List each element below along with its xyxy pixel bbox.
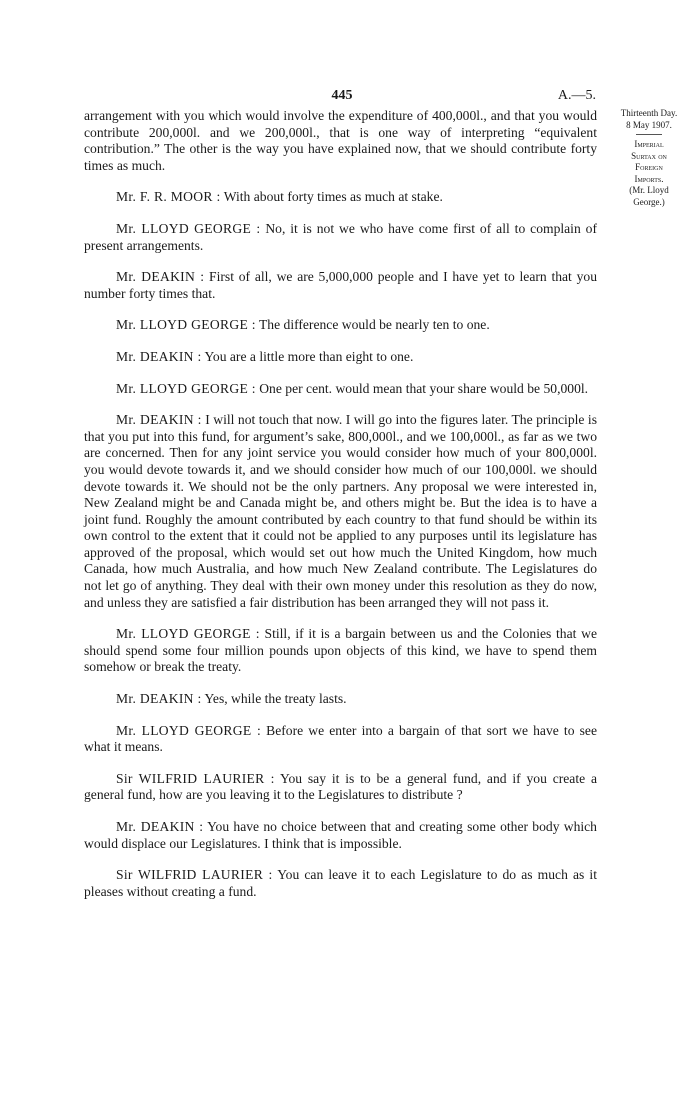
speech-paragraph <box>84 771 597 804</box>
paragraph-continuation <box>84 108 597 174</box>
speaker-name: Mr. LLOYD GEORGE : <box>116 220 261 236</box>
speech-paragraph <box>84 626 597 676</box>
speech-text: First of all, we are 5,000,000 people and I have yet to learn that you number forty times that. <box>84 269 597 301</box>
speaker-name: Mr. LLOYD GEORGE : <box>116 317 256 333</box>
speech-text: With about forty times as much at stake. <box>223 189 443 205</box>
page-number: 445 <box>331 88 353 103</box>
speaker-name: Mr. DEAKIN : <box>116 412 202 428</box>
margin-topic-line-3: Foreign <box>635 162 663 172</box>
speech-paragraph <box>84 412 597 611</box>
speech-paragraph <box>84 189 597 206</box>
speech-paragraph <box>84 269 597 302</box>
speech-text: I will not touch that now. I will go into the figures later. The principle is that you put into this fund, for argument’s sake, 800,000l., and we 100,000l., as far as we two are concerned. Then for any joint service you would consider how much of your 800,000l. you would devote towards it, and we should consider how much of our 100,000l. we should devote towards it. We should not be the only partners. Any proposal we were interested in, New Zealand might be and Canada might be, and others might be. But the idea is to have a joint fund. Roughly the amount contributed by each country to that fund should be within its own control to the extent that it could not be applied to any purposes until its legislature has approved of the proposal, which would set out how much the United Kingdom, how much Canada, how much Australia, and how much New Zealand contribute. The Legislatures do not let go of anything. They deal with their own money under this resolution as they do now, and unless they are satisfied a fair distribution has been arranged they will not pass it. <box>84 412 597 610</box>
speech-text: One per cent. would mean that your share would be 50,000l. <box>259 380 589 396</box>
speech-text: You can leave it to each Legislature to do as much as it pleases without creating a fund. <box>84 867 597 899</box>
margin-speaker-line-1: (Mr. Lloyd <box>629 185 669 195</box>
speech-paragraph <box>84 723 597 756</box>
speech-paragraph <box>84 819 597 852</box>
margin-topic-line-1: Imperial <box>634 139 664 149</box>
speech-text: Still, if it is a bargain between us and the Colonies that we should spend some four million pounds upon objects of this kind, we have to spend them somehow or break the treaty. <box>84 626 597 675</box>
speaker-name: Mr. LLOYD GEORGE : <box>116 722 262 738</box>
margin-note <box>606 108 692 208</box>
speech-text: Before we enter into a bargain of that sort we have to see what it means. <box>84 722 597 755</box>
speech-paragraph <box>84 691 597 708</box>
speaker-name: Mr. LLOYD GEORGE : <box>116 626 260 642</box>
margin-rule <box>636 134 662 135</box>
speech-text: You are a little more than eight to one. <box>204 348 414 364</box>
margin-date: 8 May 1907. <box>626 119 672 130</box>
speech-paragraph <box>84 221 597 254</box>
paper-reference: A.—5. <box>557 88 596 103</box>
speaker-name: Mr. DEAKIN : <box>116 348 202 364</box>
margin-topic-line-4: Imports. <box>634 173 664 184</box>
margin-day: Thirteenth Day. <box>620 108 678 118</box>
speaker-name: Mr. DEAKIN : <box>116 691 202 707</box>
speech-paragraph <box>84 317 597 334</box>
speech-text: You say it is to be a general fund, and if you create a general fund, how are you leaving it to the Legislatures to distribute ? <box>84 770 597 803</box>
speech-paragraph <box>84 349 597 366</box>
margin-topic-line-2: Surtax on <box>631 150 667 161</box>
speaker-name: Mr. DEAKIN : <box>116 269 205 285</box>
speech-paragraph <box>84 867 597 900</box>
speaker-name: Mr. F. R. MOOR : <box>116 189 221 205</box>
transcript-body <box>84 108 597 915</box>
speech-text: Yes, while the treaty lasts. <box>204 691 347 707</box>
speech-text: You have no choice between that and creating some other body which would displace our Legislatures. I think that is impossible. <box>84 819 597 851</box>
paragraph-text: arrangement with you which would involve the expenditure of 400,000l., and that you would contribute 200,000l. and we 200,000l., that is one way of interpreting “equivalent contribution.” The other is the way you have explained now, that we should contribute forty times as much. <box>84 108 597 173</box>
speaker-name: Mr. LLOYD GEORGE : <box>116 380 256 396</box>
speech-paragraph <box>84 381 597 398</box>
speaker-name: Sir WILFRID LAURIER : <box>116 867 273 883</box>
margin-speaker-line-2: George.) <box>633 196 665 207</box>
speech-text: The difference would be nearly ten to one. <box>258 317 490 333</box>
speaker-name: Sir WILFRID LAURIER : <box>116 770 275 786</box>
speaker-name: Mr. DEAKIN : <box>116 819 204 834</box>
speech-text: No, it is not we who have come first of all to complain of present arrangements. <box>84 220 597 253</box>
